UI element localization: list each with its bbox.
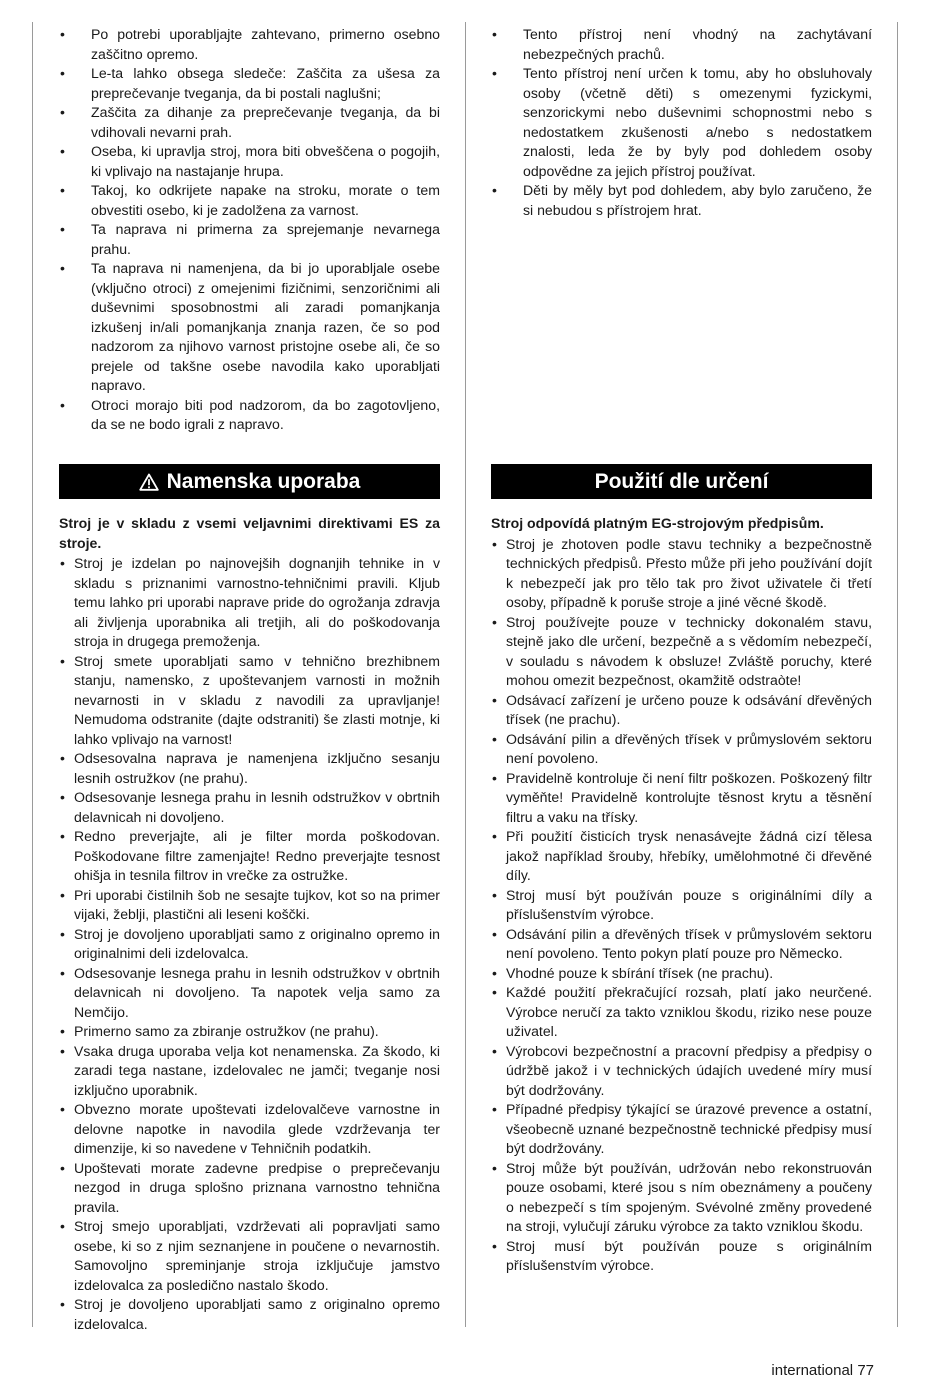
right-section-item [491,964,872,984]
left-section-item-text: Redno preverjajte, ali je filter morda poškodovan. Poškodovane filtre zamenjajte! Redno preverjajte tesnost ohišja in tesnila filtrov in vrečke za ostružke. [74,828,440,883]
right-section-item [491,1237,872,1276]
left-section-item [59,554,440,652]
right-section-item-text: Odsávání pilin a dřevěných třísek v průmyslovém sektoru není povoleno. Tento pokyn platí pouze pro Německo. [506,925,872,961]
right-section-item-text: Stroj musí být používán pouze s originálními díly a příslušenstvím výrobce. [506,886,872,922]
bullet-dot: • [492,691,497,708]
left-top-item-text: Ta naprava ni primerna za sprejemanje nevarnega prahu. [91,221,440,257]
bullet-dot: • [60,1296,65,1312]
bullet-dot: • [60,396,65,413]
left-section-item [59,1042,440,1101]
right-section-item [491,1159,872,1237]
bullet-dot: • [60,143,65,159]
bullet-dot: • [492,535,497,552]
bullet-dot: • [60,1042,65,1059]
bullet-dot: • [492,1101,497,1117]
bullet-dot: • [60,221,65,237]
left-section-item [59,827,440,886]
right-section-item [491,691,872,730]
bullet-dot: • [492,730,497,747]
bullet-dot: • [492,886,497,903]
left-section-item-text: Primerno samo za zbiranje ostružkov (ne prahu). [74,1023,379,1039]
left-section-item-text: Pri uporabi čistilnih šob ne sesajte tujkov, kot so na primer vijaki, žeblji, plastični ali leseni koščki. [74,886,440,922]
bullet-dot: • [60,182,65,198]
right-section-body [491,514,872,1276]
bullet-dot: • [492,1042,497,1059]
bullet-dot: • [492,925,497,942]
bullet-dot: • [492,769,497,786]
page-number: 77 [857,1362,874,1379]
right-section-item [491,1042,872,1101]
right-section-bullets [491,535,872,1276]
bullet-dot: • [60,886,65,903]
left-top-bullets [59,25,440,435]
left-section-item [59,1295,440,1334]
left-section-item [59,749,440,788]
left-top-item [59,220,440,259]
right-section-item [491,613,872,691]
right-top-item [491,181,872,220]
right-section-item-text: Stroj může být používán, udržován nebo rekonstruován pouze osobami, které jsou s ním obeznámeny a poučeny o nebezpečí s tím spojeným. Svévolné změny provedené na stroji, vylučují záruku výrobce za takto vzniklou škodu. [506,1159,872,1234]
right-top-item [491,64,872,181]
left-top-item [59,259,440,396]
bullet-dot: • [492,984,497,1000]
right-section-intro: Stroj odpovídá platným EG-strojovým předpisům. [491,515,824,531]
left-safety-list [59,25,440,435]
right-top-item [491,25,872,64]
left-section-title: Namenska uporaba [166,469,361,493]
right-section-item-text: Výrobcovi bezpečnostní a pracovní předpisy a předpisy o údržbě jakož i v technických údajích uvedené míry musí být dodržovány. [506,1042,872,1098]
left-section-item-text: Stroj smete uporabljati samo v tehnično brezhibnem stanju, namensko, z upoštevanjem varnosti in možnih nevarnosti in v skladu z navodili za upravljanje! Nemudoma odstranite (dajte odstraniti) še zlasti motnje, ki lahko vplivajo na varnost! [74,652,440,747]
left-section-item [59,1022,440,1042]
bullet-dot: • [492,964,497,981]
left-top-item-text: Ta naprava ni namenjena, da bi jo uporabljale osebe (vključno otroci) z omejenimi fizičnimi, senzoričnimi ali duševnimi sposobnostmi ali zaradi pomanjkanja izkušenj in/ali pomanjkanja znanja razen, če so pod nadzorom za njihovo varnost pristojne osebe ali, če so prejele od takšne osebe navodila kako uporabljati napravo. [91,260,440,393]
right-safety-list [491,25,872,220]
left-section-item-text: Odsesovalna naprava je namenjena izključno sesanju lesnih ostružkov (ne prahu). [74,750,440,786]
bullet-dot: • [60,104,65,120]
bullet-dot: • [60,1023,65,1039]
right-section-item-text: Při použití čisticích trysk nenasávejte žádná cizí tělesa jakož například šrouby, hřebíky, umělohmotné či dřevěné díly. [506,828,872,883]
bullet-dot: • [60,1101,65,1117]
right-section-item-text: Pravidelně kontroluje či není filtr poškozen. Poškozený filtr vyměňte! Pravidelně kontrolujte těsnost krytu a těsnění filtru a vaku na třísky. [506,769,872,825]
right-section-item-text: Odsávací zařízení je určeno pouze k odsávání dřevěných třísek (ne prachu). [506,691,872,727]
right-section-item-text: Každé použití překračující rozsah, platí jako neurčené. Výrobce neručí za takto vzniklou škodu, riziko nese pouze uživatel. [506,984,872,1039]
left-section-item [59,1217,440,1295]
bullet-dot: • [60,789,65,805]
left-section-item [59,788,440,827]
bullet-dot: • [60,828,65,844]
bullet-dot: • [60,65,65,81]
left-section-item-text: Stroj je izdelan po najnovejših dognanjih tehnike in v skladu s priznanimi varnostno-tehničnimi pravili. Kljub temu lahko pri uporabi naprave pride do ogrožanja zdravja ali življenja uporabnika ali tretjih, ali do poškodovanja stroja in drugega premoženja. [74,555,440,649]
bullet-dot: • [60,260,65,276]
right-margin-rule [897,22,898,1327]
bullet-dot: • [60,652,65,669]
right-section-item [491,1100,872,1159]
bullet-dot: • [60,26,65,42]
right-section-item-text: Případné předpisy týkající se úrazové prevence a ostatní, všeobecně uznané bezpečnostně technické předpisy musí být dodržovány. [506,1101,872,1156]
column-divider-rule [465,22,466,1327]
bullet-dot: • [60,1159,65,1176]
left-section-item-text: Obvezno morate upoštevati izdelovalčeve varnostne in delovne napotke in navodila glede vzdrževanja ter dimenzije, ki so navedene v Tehničnih podatkih. [74,1101,440,1156]
left-section-item [59,925,440,964]
right-section-item-text: Odsávání pilin a dřevěných třísek v průmyslovém sektoru není povoleno. [506,730,872,766]
left-top-item [59,25,440,64]
right-section-header [491,464,872,499]
left-top-item-text: Otroci morajo biti pod nadzorom, da bo zagotovljeno, da se ne bodo igrali z napravo. [91,396,440,432]
left-top-item [59,103,440,142]
right-top-bullets [491,25,872,220]
left-section-intro: Stroj je v skladu z vsemi veljavnimi direktivami ES za stroje. [59,515,440,551]
left-top-item-text: Oseba, ki upravlja stroj, mora biti obveščena o pogojih, ki vplivajo na nastajanje hrupa. [91,143,440,179]
right-section-item [491,769,872,828]
right-section-item-text: Vhodné pouze k sbírání třísek (ne prachu). [506,964,774,981]
bullet-dot: • [60,964,65,981]
bullet-dot: • [492,1237,497,1254]
bullet-dot: • [492,1159,497,1176]
left-section-body [59,514,440,1334]
right-section-item [491,983,872,1042]
bullet-dot: • [492,182,497,198]
left-section-item-text: Upoštevati morate zadevne predpise o preprečevanju nezgod in druga splošno priznana varnostno tehnična pravila. [74,1159,440,1215]
left-top-item [59,181,440,220]
left-top-item-text: Zaščita za dihanje za preprečevanje tveganja, da bi vdihovali nevarni prah. [91,104,440,140]
right-top-item-text: Tento přístroj není vhodný na zachytávaní nebezpečných prachů. [523,26,872,62]
left-section-header [59,464,440,499]
warning-triangle-icon [139,473,159,491]
right-top-item-text: Tento přístroj není určen k tomu, aby ho obsluhovaly osoby (včetně děti) s omezenymi fyzickymi, senzorickymi nebo duševnimi schopnostmi nebo s nedostatkem zkušenosti a/nebo s nedostatkem znalosti, leda že by byly pod dohledem osoby odpovědne za jejich přístroj používat. [523,65,872,179]
left-section-item [59,1159,440,1218]
left-top-item-text: Po potrebi uporabljajte zahtevano, primerno osebno zaščitno opremo. [91,26,440,62]
left-top-item [59,142,440,181]
left-section-bullets [59,554,440,1334]
left-top-item-text: Takoj, ko odkrijete napake na stroku, morate o tem obvestiti osebo, ki je zadolžena za varnost. [91,182,440,218]
left-section-item-text: Stroj smejo uporabljati, vzdrževati ali popravljati samo osebe, ki so z njim seznanjene in poučene o nevarnostih. Samovoljno spreminjanje stroja izključuje jamstvo izdelovalca za posledično nastalo škodo. [74,1218,440,1293]
left-section-item-text: Stroj je dovoljeno uporabljati samo z originalno opremo izdelovalca. [74,1296,440,1332]
bullet-dot: • [492,613,497,630]
right-section-item [491,730,872,769]
left-top-item [59,396,440,435]
footer-label: international [771,1362,854,1379]
right-section-item [491,886,872,925]
right-top-item-text: Děti by měly byt pod dohledem, aby bylo zaručeno, že si nebudou s přístrojem hrat. [523,182,872,218]
left-section-item [59,652,440,750]
left-section-item [59,964,440,1023]
bullet-dot: • [492,26,497,42]
left-top-item [59,64,440,103]
right-section-item [491,827,872,886]
bullet-dot: • [492,65,497,81]
left-section-item [59,886,440,925]
bullet-dot: • [60,555,65,571]
bullet-dot: • [60,750,65,766]
left-top-item-text: Le-ta lahko obsega sledeče: Zaščita za ušesa za preprečevanje tveganja, da bi postali naglušni; [91,65,440,101]
right-section-item-text: Stroj musí být používán pouze s originálním příslušenstvím výrobce. [506,1237,872,1273]
left-section-item-text: Odsesovanje lesnega prahu in lesnih odstružkov v obrtnih delavnicah ni dovoljeno. [74,789,440,825]
right-section-title: Použití dle určení [594,469,769,493]
left-section-item [59,1100,440,1159]
page-footer [771,1362,874,1379]
left-margin-rule [32,22,33,1327]
right-section-item-text: Stroj je zhotoven podle stavu techniky a bezpečnostně technických předpisů. Přesto může při jeho používání dojít k nebezpečí jak pro tělo tak pro život uživatele či třetí osoby, případně k poruše stroje a jiné věcné škodě. [506,535,872,610]
left-section-item-text: Stroj je dovoljeno uporabljati samo z originalno opremo in originalnimi deli izdelovalca. [74,925,440,961]
left-section-item-text: Odsesovanje lesnega prahu in lesnih odstružkov v obrtnih delavnicah ni dovoljeno. Ta napotek velja samo za Nemčijo. [74,964,440,1020]
right-section-item-text: Stroj používejte pouze v technicky dokonalém stavu, stejně jako dle určení, bezpečně a s vědomím nebezpečí, v souladu s návodem k obsluze! Zvláště poruchy, které mohou omezit bezpečnost, okamžitě odstraòte! [506,613,872,688]
right-section-item [491,535,872,613]
bullet-dot: • [60,1218,65,1234]
bullet-dot: • [60,925,65,942]
right-section-item [491,925,872,964]
bullet-dot: • [492,828,497,844]
left-section-item-text: Vsaka druga uporaba velja kot nenamenska. Za škodo, ki zaradi tega nastane, izdelovalec ne jamči; tveganje nosi izključno uporabnik. [74,1042,440,1098]
